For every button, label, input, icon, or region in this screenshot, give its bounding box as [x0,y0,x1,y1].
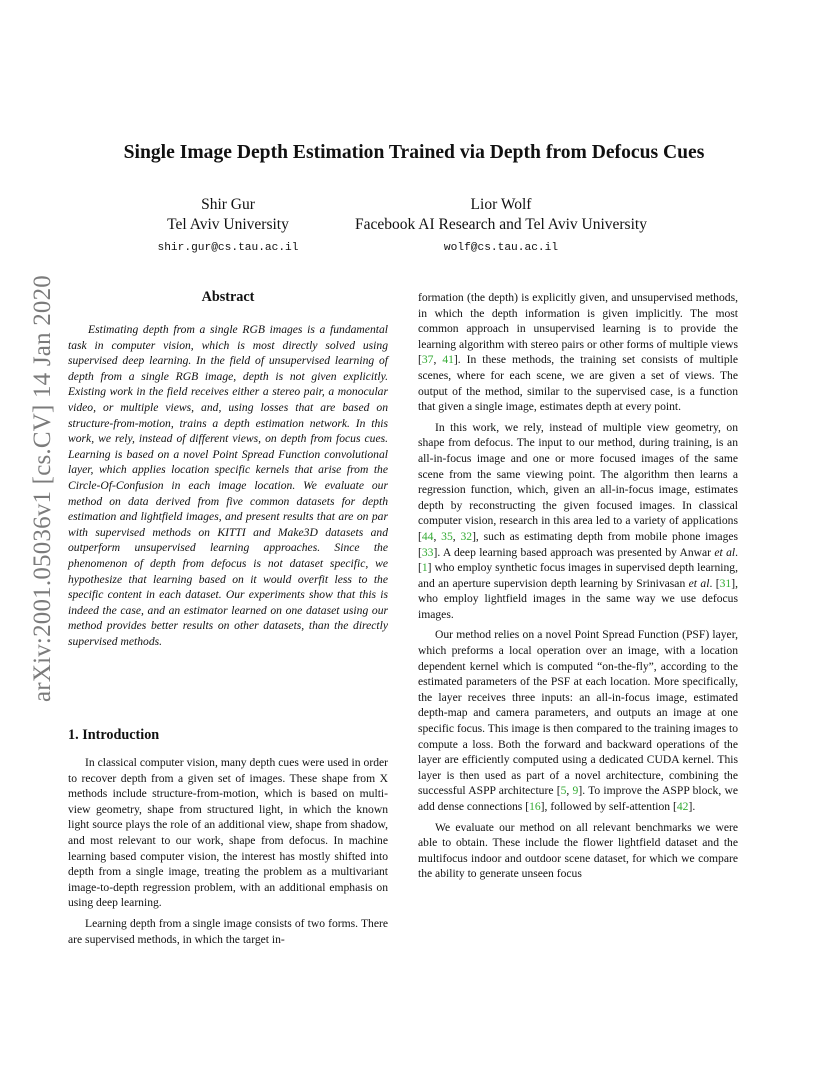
right-column-body [418,290,738,887]
citation-link[interactable]: 31 [719,576,732,590]
citation-link[interactable]: 41 [442,353,454,367]
author-affiliation: Facebook AI Research and Tel Aviv University [355,216,647,233]
abstract-heading: Abstract [201,289,255,305]
citation-link[interactable]: 16 [529,800,541,813]
intro-paragraph-2: Learning depth from a single image consists of two forms. There are supervised methods, in which the target in- [68,916,388,946]
author-2 [341,195,661,258]
author-1 [128,195,328,258]
intro-paragraph-2-continued: formation (the depth) is explicitly given, and unsupervised methods, in which the depth information is given implicitly. The most common approach in unsupervised learning is to provide the learning algorithm with stereo pairs or other forms of multiple views [37, 41]. In these methods, the training set consists of multiple scenes, where for each scene, we are given a set of views. The output of the method, similar to the supervised case, is a function that given a single image, estimates depth at every point. [418,291,739,414]
author-name: Shir Gur [201,196,255,213]
citation-link[interactable]: 9 [572,784,579,798]
author-affiliation: Tel Aviv University [167,216,289,233]
citation-link[interactable]: 37 [421,353,434,367]
citation-link[interactable]: 44 [421,529,434,543]
introduction-heading: 1. Introduction [68,727,160,743]
author-email[interactable]: shir.gur@cs.tau.ac.il [157,242,299,254]
citation-link[interactable]: 33 [421,545,434,559]
left-column-body [68,755,388,952]
intro-paragraph-5: We evaluate our method on all relevant benchmarks we were able to obtain. These include the flower lightfield dataset and the multifocus indoor and outdoor scene dataset, for which we compare the ability to generate unseen focus [418,820,738,881]
abstract-text: Estimating depth from a single RGB images is a fundamental task in computer vision, which is most directly solved using supervised deep learning. In the field of unsupervised learning of depth from a single RGB image, depth is not given explicitly. Existing work in the field receives either a stereo pair, a monocular video, or multiple views, and, using losses that are based on structure-from-motion, trains a depth estimation network. In this work, we rely, instead of different views, on depth from focus cues. Learning is based on a novel Point Spread Function convolutional layer, which applies location specific kernels that arise from the Circle-Of-Confusion in each image location. We evaluate our method on data derived from five common datasets for depth estimation and lightfield images, and present results that are on par with supervised methods on KITTI and Make3D datasets and outperform unsupervised learning approaches. Since the phenomenon of depth from defocus is not dataset specific, we hypothesize that learning based on it would overfit less to the specific content in each dataset. Our experiments show that this is indeed the case, and an estimator learned on one dataset using our method provides better results on other datasets, than the directly supervised methods. [68,323,388,648]
citation-link[interactable]: 42 [676,800,689,813]
arxiv-identifier: arXiv:2001.05036v1 [cs.CV] 14 Jan 2020 [29,275,56,702]
citation-link[interactable]: 5 [560,784,567,798]
author-email[interactable]: wolf@cs.tau.ac.il [443,242,559,254]
intro-paragraph-4: Our method relies on a novel Point Spread Function (PSF) layer, which preforms a local operation over an image, with a location dependent kernel which is computed “on-the-fly”, according to the estimated parameters of the PSF at each location. More specifically, the layer receives three inputs: an all-in-focus image, estimated depth-map and camera parameters, and outputs an image at one specific focus. This image is then compared to the training images to compute a loss. Both the forward and backward operations of the layer are efficiently computed using a dedicated CUDA kernel. This layer is then used as part of a novel architecture, combining the successful ASPP architecture [5, 9]. To improve the ASPP block, we add dense connections [16], followed by self-attention [42]. [418,628,739,813]
author-name: Lior Wolf [470,196,532,213]
paper-title: Single Image Depth Estimation Trained via Depth from Defocus Cues [123,142,705,163]
citation-link[interactable]: 32 [460,529,473,543]
intro-paragraph-1: In classical computer vision, many depth cues were used in order to recover depth from a given set of images. These shape from X methods include structure-from-motion, which is based on multi-view geometry, shape from structured light, in which the known light source plays the role of an additional view, shape from shadow, and most relevant to our work, shape from defocus. In machine learning based computer vision, the interest has mostly shifted into depth from a single image, treating the problem as a multivariant image-to-depth regression problem, with an additional emphasis on using deep learning. [68,756,388,910]
intro-paragraph-3: In this work, we rely, instead of multiple view geometry, on shape from defocus. The input to our method, during training, is an all-in-focus image and one or more focused images of the same scene from the same viewing point. The algorithm then learns a regression function, which, given an all-in-focus image, estimates depth by reconstructing the given focused images. In classical computer vision, research in this area led to a variety of applications [44, 35, 32], such as estimating depth from mobile phone images [33]. A deep learning based approach was presented by Anwar et al. [1] who employ synthetic focus images in supervised depth learning, and an aperture supervision depth learning by Srinivasan et al. [31], who employ lightfield images in the same way we use defocus images. [418,420,739,621]
citation-link[interactable]: 35 [441,529,453,543]
citation-link[interactable]: 1 [421,561,428,575]
